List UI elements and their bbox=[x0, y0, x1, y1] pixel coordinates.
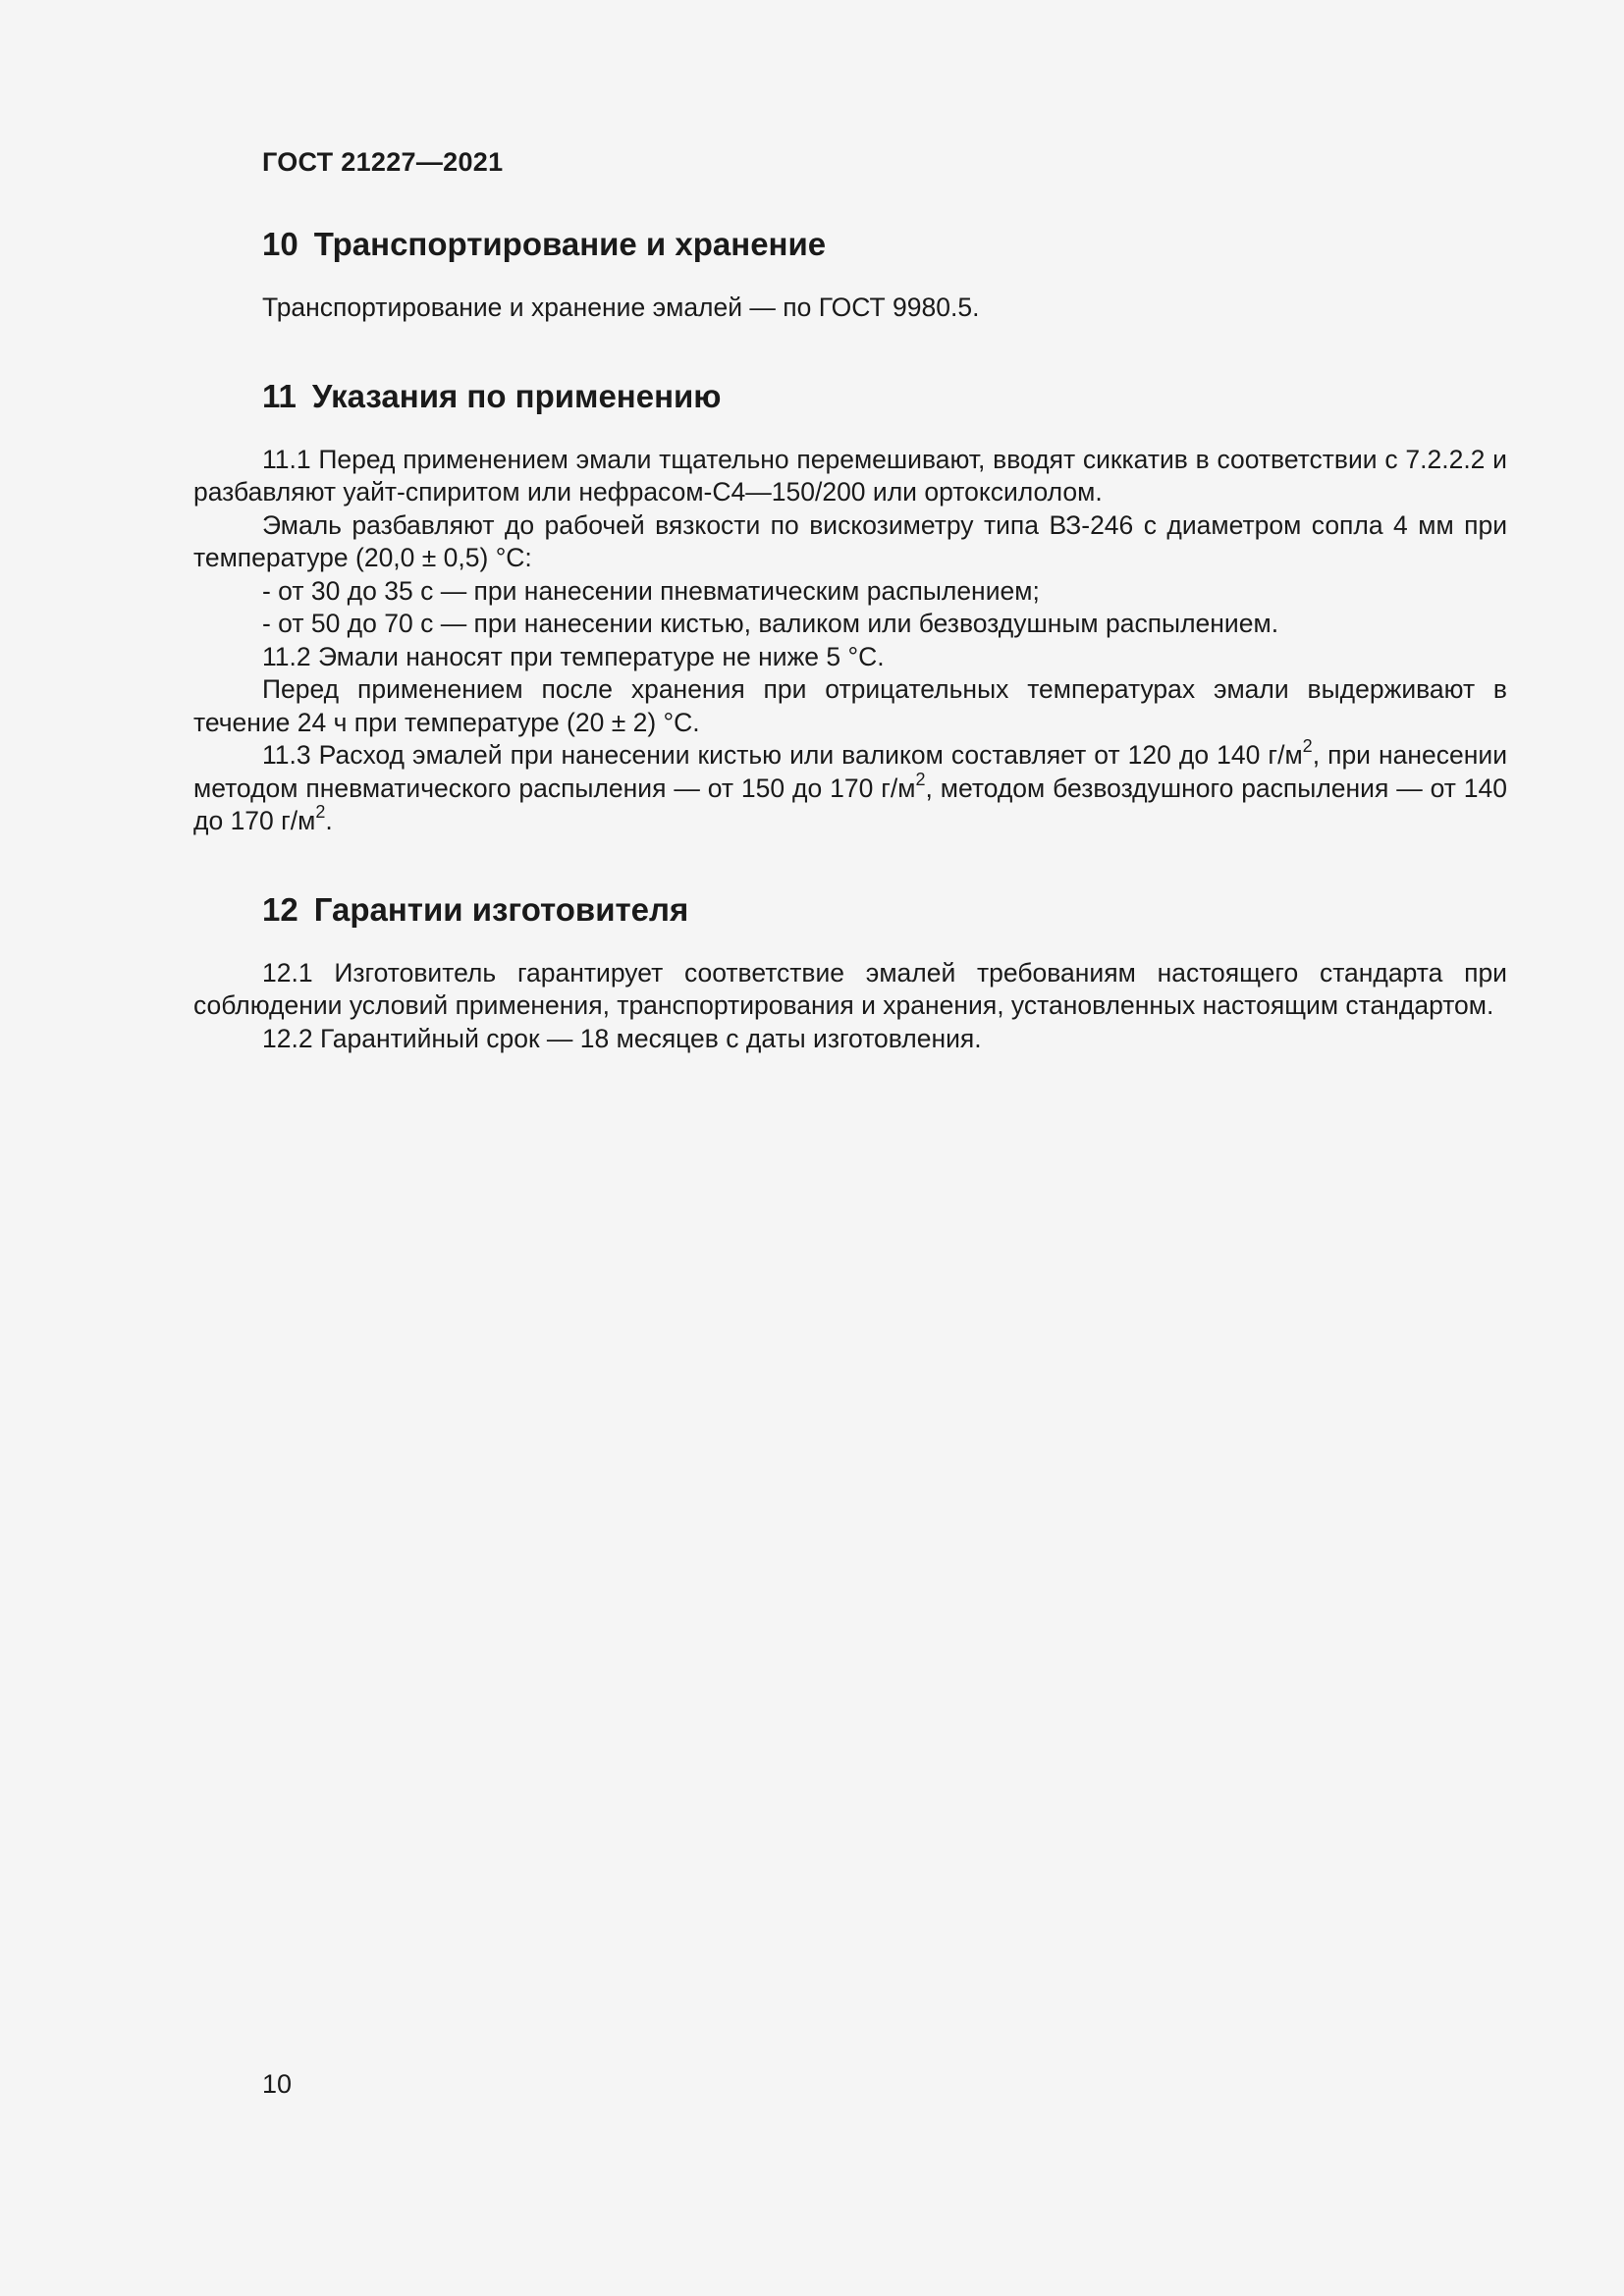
section-number: 11 bbox=[262, 377, 297, 414]
text-run: , при нанесении методом пневматического распыления — от 150 до 170 г/м bbox=[193, 740, 1508, 803]
document-header: ГОСТ 21227—2021 bbox=[262, 147, 504, 177]
paragraph-11-1: 11.1 Перед применением эмали тщательно перемешивают, вводят сиккатив в соответствии с 7.2.2.2 и разбавляют уайт-спиритом или нефрасом-С4—150/200 или ортоксилолом. bbox=[193, 444, 1507, 507]
page-number: 10 bbox=[262, 2069, 293, 2099]
list-item: - от 30 до 35 с — при нанесении пневматическим распылением; bbox=[262, 575, 1040, 606]
section-number: 12 bbox=[262, 890, 298, 928]
list-item: - от 50 до 70 с — при нанесении кистью, валиком или безвоздушным распылением. bbox=[262, 609, 1279, 638]
section-10-heading bbox=[193, 222, 1507, 267]
section-11-heading bbox=[193, 374, 1507, 419]
section-12-heading bbox=[193, 887, 1507, 933]
paragraph: Транспортирование и хранение эмалей — по ГОСТ 9980.5. bbox=[262, 293, 980, 322]
paragraph-11-2: 11.2 Эмали наносят при температуре не ниже 5 °С. bbox=[262, 641, 885, 671]
superscript: 2 bbox=[315, 802, 326, 823]
paragraph-11-3 bbox=[193, 736, 1508, 838]
paragraph: Эмаль разбавляют до рабочей вязкости по вискозиметру типа ВЗ-246 с диаметром сопла 4 мм при температуре (20,0 ± 0,5) °С: bbox=[193, 509, 1507, 572]
superscript: 2 bbox=[915, 769, 926, 789]
text-run: , методом безвоздушного распыления — от 140 до 170 г/м bbox=[193, 773, 1507, 835]
section-number: 10 bbox=[262, 226, 298, 262]
paragraph-12-2: 12.2 Гарантийный срок — 18 месяцев с даты изготовления. bbox=[262, 1023, 982, 1053]
paragraph: Перед применением после хранения при отрицательных температурах эмали выдерживают в течение 24 ч при температуре (20 ± 2) °С. bbox=[193, 674, 1507, 737]
document-body bbox=[193, 222, 1507, 1055]
paragraph-12-1: 12.1 Изготовитель гарантирует соответствие эмалей требованиям настоящего стандарта при соблюдении условий применения, транспортирования и хранения, установленных настоящим стандартом. bbox=[193, 957, 1507, 1020]
section-title: Указания по применению bbox=[311, 377, 722, 414]
text-run: 11.3 Расход эмалей при нанесении кистью или валиком составляет от 120 до 140 г/м bbox=[262, 740, 1303, 770]
section-title: Транспортирование и хранение bbox=[313, 226, 827, 262]
text-run: . bbox=[325, 806, 333, 835]
superscript: 2 bbox=[1302, 736, 1313, 757]
section-title: Гарантии изготовителя bbox=[313, 890, 689, 928]
